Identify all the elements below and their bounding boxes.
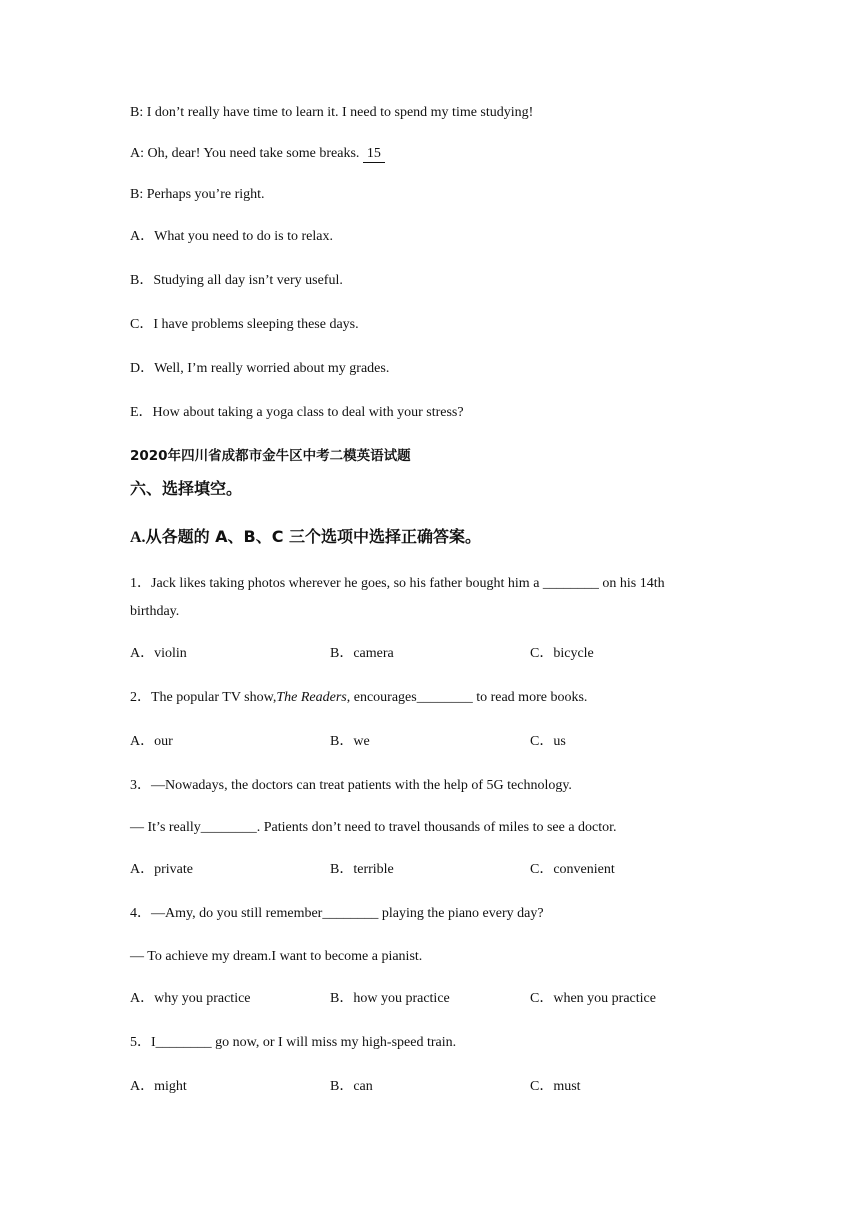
dialogue-line-a-text: A: Oh, dear! You need take some breaks. xyxy=(130,146,363,161)
question-4-option-b: B．how you practice xyxy=(330,991,450,1006)
question-5-stem: 5．I________ go now, or I will miss my high-speed train. xyxy=(130,1035,457,1050)
question-2-option-a: A．our xyxy=(130,734,173,749)
question-5-option-b: B．can xyxy=(330,1079,373,1094)
question-4-stem: 4．—Amy, do you still remember________ playing the piano every day? xyxy=(130,906,544,921)
subsection-text: 从各题的 A、B、C 三个选项中选择正确答案。 xyxy=(145,527,482,546)
question-1-stem-cont: birthday. xyxy=(130,604,180,619)
question-3-option-c: C．convenient xyxy=(530,862,615,877)
exam-title: 2020年四川省成都市金牛区中考二模英语试题 xyxy=(130,448,411,464)
dialogue-line-b1: B: I don’t really have time to learn it. I need to spend my time studying! xyxy=(130,105,534,120)
question-2-option-b: B．we xyxy=(330,734,370,749)
subsection-prefix: A. xyxy=(130,529,146,546)
dialogue-option-a: A．What you need to do is to relax. xyxy=(130,229,333,244)
question-3-stem: 3．—Nowadays, the doctors can treat patients with the help of 5G technology. xyxy=(130,778,572,793)
dialogue-option-d: D．Well, I’m really worried about my grades. xyxy=(130,361,390,376)
dialogue-line-a xyxy=(130,144,385,164)
subsection-title xyxy=(130,527,481,548)
dialogue-option-e: E．How about taking a yoga class to deal with your stress? xyxy=(130,405,464,420)
question-1-option-c: C．bicycle xyxy=(530,646,594,661)
question-5-option-c: C．must xyxy=(530,1079,581,1094)
question-4-reply: — To achieve my dream.I want to become a pianist. xyxy=(130,949,423,964)
question-3-option-b: B．terrible xyxy=(330,862,394,877)
question-2-stem-pre: 2．The popular TV show, xyxy=(130,690,277,705)
question-5-option-a: A．might xyxy=(130,1079,187,1094)
question-2-option-c: C．us xyxy=(530,734,566,749)
question-2-stem xyxy=(130,688,587,708)
question-2-show-title: The Readers xyxy=(276,690,347,705)
answer-blank-15: 15 xyxy=(363,146,385,163)
question-3-reply: — It’s really________. Patients don’t need to travel thousands of miles to see a doctor. xyxy=(130,820,617,835)
question-4-option-a: A．why you practice xyxy=(130,991,251,1006)
question-1-option-b: B．camera xyxy=(330,646,394,661)
dialogue-line-b2: B: Perhaps you’re right. xyxy=(130,187,265,202)
question-1-stem: 1．Jack likes taking photos wherever he goes, so his father bought him a ________ on his 14th xyxy=(130,576,665,591)
question-4-option-c: C．when you practice xyxy=(530,991,656,1006)
question-1-option-a: A．violin xyxy=(130,646,187,661)
section-title: 六、选择填空。 xyxy=(130,479,243,498)
question-2-stem-post: , encourages________ to read more books. xyxy=(346,690,588,705)
dialogue-option-c: C．I have problems sleeping these days. xyxy=(130,317,359,332)
question-3-option-a: A．private xyxy=(130,862,193,877)
dialogue-option-b: B．Studying all day isn’t very useful. xyxy=(130,273,343,288)
